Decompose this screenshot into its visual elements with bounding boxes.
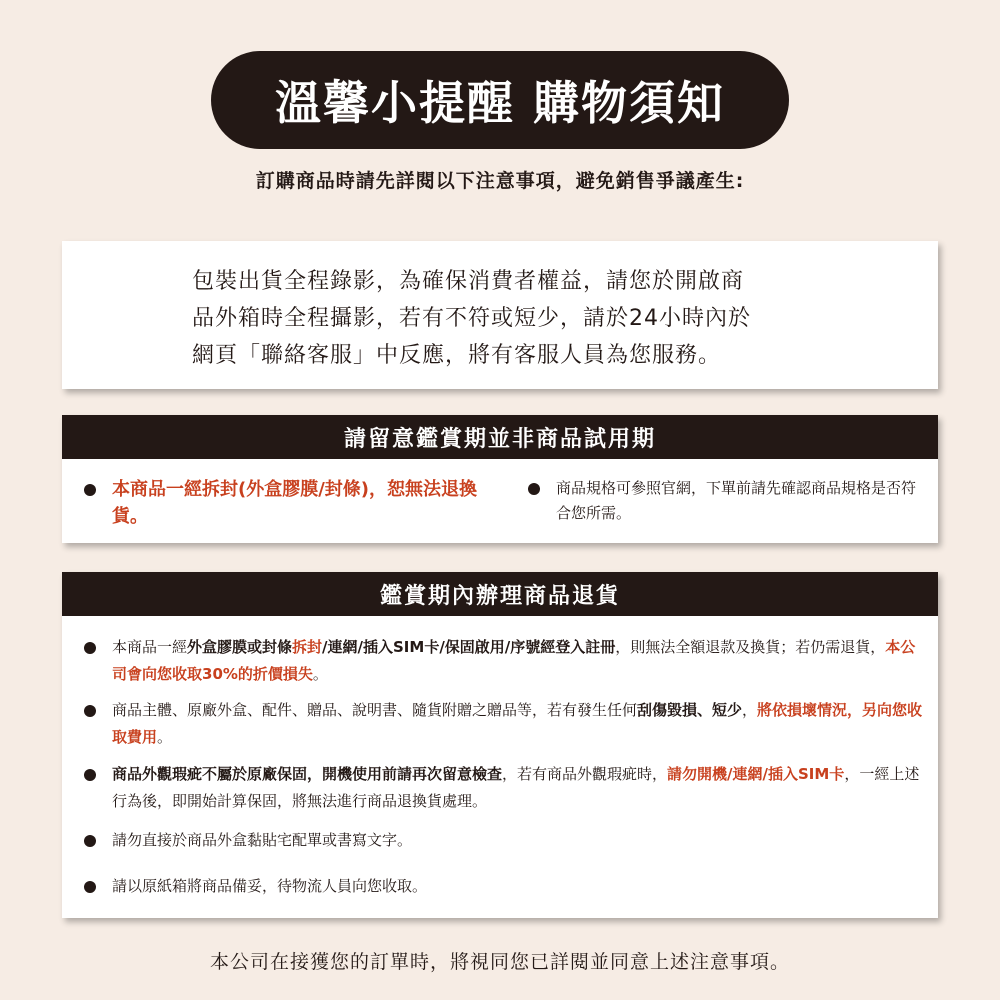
bullet-icon — [84, 705, 96, 717]
no-return-after-unsealing-text: 本商品一經拆封(外盒膠膜/封條)，恕無法退換貨。 — [112, 479, 478, 527]
title-banner — [211, 51, 789, 149]
return-item-2 — [112, 697, 927, 751]
return-item-3 — [112, 761, 927, 815]
return-policy-card — [62, 572, 938, 918]
bullet-icon — [528, 483, 540, 495]
item-text: 。 — [312, 665, 328, 683]
spec-check-text: 商品規格可參照官網，下單前請先確認商品規格是否符合您所需。 — [556, 479, 917, 522]
item-text: 本商品一經 — [112, 638, 188, 656]
item-text-highlight: 拆封 — [292, 638, 323, 656]
item-text: 。 — [157, 728, 173, 746]
notice-line: 品外箱時全程攝影，若有不符或短少，請於24小時內於 — [192, 306, 751, 331]
item-text: ， — [742, 701, 758, 719]
item-text: ，則無法全額退款及換貨；若仍需退貨， — [615, 638, 886, 656]
bullet-icon — [84, 642, 96, 654]
recording-notice-text — [192, 263, 832, 374]
notice-line: 網頁「聯絡客服」中反應，將有客服人員為您服務。 — [192, 343, 722, 368]
footer-agreement-text: 本公司在接獲您的訂單時，將視同您已詳閱並同意上述注意事項。 — [209, 951, 790, 973]
bullet-icon — [84, 769, 96, 781]
item-text-highlight: 請勿開機/連網/插入SIM卡 — [667, 765, 845, 783]
item-text-bold: 外盒膠膜或封條 — [187, 638, 293, 656]
recording-notice-card — [62, 241, 938, 389]
item-text: ，若有商品外觀瑕疵時， — [502, 765, 668, 783]
return-item-4: 請勿直接於商品外盒黏貼宅配單或書寫文字。 — [112, 831, 413, 849]
item-text-highlight: 本公司會向您收取30%的折價損失 — [112, 638, 916, 683]
page-title: 溫馨小提醒 購物須知 — [274, 76, 725, 130]
section-header — [62, 572, 938, 616]
item-text: 商品主體、原廠外盒、配件、贈品、說明書、隨貨附贈之贈品等，若有發生任何 — [112, 701, 638, 719]
notice-line: 包裝出貨全程錄影，為確保消費者權益，請您於開啟商 — [192, 269, 745, 294]
return-item-1 — [112, 634, 927, 688]
item-text: ，一經上述行為後，即開始計算保固，將無法進行商品退換貨處理。 — [112, 765, 920, 810]
bullet-icon — [84, 835, 96, 847]
item-text-highlight: 將依損壞情況，另向您收取費用 — [112, 701, 923, 746]
return-item-5: 請以原紙箱將商品備妥，待物流人員向您收取。 — [112, 877, 428, 895]
page-subtitle: 訂購商品時請先詳閱以下注意事項，避免銷售爭議產生: — [255, 170, 745, 192]
bullet-icon — [84, 484, 96, 496]
appreciation-period-card — [62, 415, 938, 543]
section-header-text: 鑑賞期內辦理商品退貨 — [379, 583, 620, 609]
section-header — [62, 415, 938, 459]
bullet-icon — [84, 881, 96, 893]
item-text-bold: 商品外觀瑕疵不屬於原廠保固，開機使用前請再次留意檢查 — [112, 765, 503, 783]
item-text-bold: 刮傷毀損、短少 — [637, 701, 743, 719]
item-text-bold: /連網/插入SIM卡/保固啟用/序號經登入註冊 — [322, 638, 616, 656]
section-header-text: 請留意鑑賞期並非商品試用期 — [343, 426, 656, 452]
